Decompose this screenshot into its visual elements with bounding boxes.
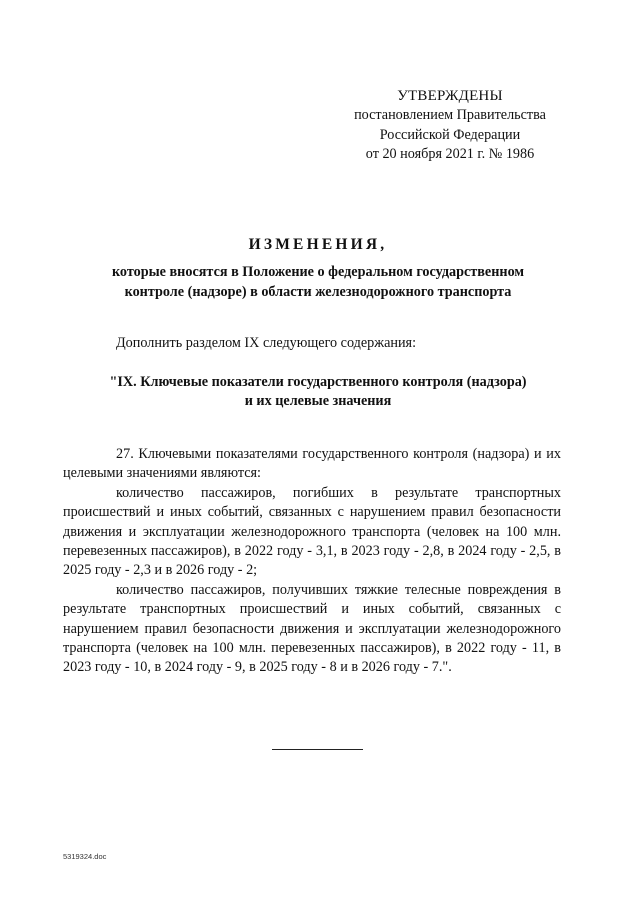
body-text	[63, 445, 561, 678]
section-heading	[60, 373, 576, 411]
paragraph-injuries: количество пассажиров, получивших тяжкие телесные повреждения в результате транспортных происшествий и иных событий, связанных с нарушением правил безопасности движения и эксплуатации железнодорожного транспорта (человек на 100 млн. перевезенных пассажиров), в 2022 году - 11, в 2023 году - 10, в 2024 году - 9, в 2025 году - 8 и в 2026 году - 7.".	[63, 581, 561, 676]
section-heading-line-2: и их целевые значения	[244, 393, 392, 409]
subtitle-line-2: контроле (надзоре) в области железнодорожного транспорта	[124, 283, 512, 300]
approval-stamp	[330, 87, 570, 164]
document-title-block	[60, 236, 576, 302]
document-subtitle	[60, 263, 576, 302]
approval-line-1: постановлением Правительства	[354, 107, 546, 124]
paragraph-27: 27. Ключевыми показателями государственного контроля (надзора) и их целевыми значениями являются:	[63, 446, 561, 482]
end-divider	[272, 749, 363, 750]
approval-heading: УТВЕРЖДЕНЫ	[397, 88, 503, 104]
subtitle-line-1: которые вносятся в Положение о федеральном государственном	[111, 264, 525, 280]
document-code: 5319324.doc	[63, 852, 107, 861]
document-title: ИЗМЕНЕНИЯ,	[248, 236, 388, 253]
approval-line-3: от 20 ноября 2021 г. № 1986	[365, 145, 535, 162]
section-heading-line-1: "IX. Ключевые показатели государственного контроля (надзора)	[109, 374, 527, 390]
approval-line-2: Российской Федерации	[379, 126, 521, 143]
intro-text: Дополнить разделом IX следующего содержания:	[116, 335, 417, 351]
paragraph-fatalities: количество пассажиров, погибших в результате транспортных происшествий и иных событий, связанных с нарушением правил безопасности движения и эксплуатации железнодорожного транспорта (человек на 100 млн. перевезенных пассажиров), в 2022 году - 3,1, в 2023 году - 2,8, в 2024 году - 2,5, в 2025 году - 2,3 и в 2026 году - 2;	[63, 484, 561, 579]
